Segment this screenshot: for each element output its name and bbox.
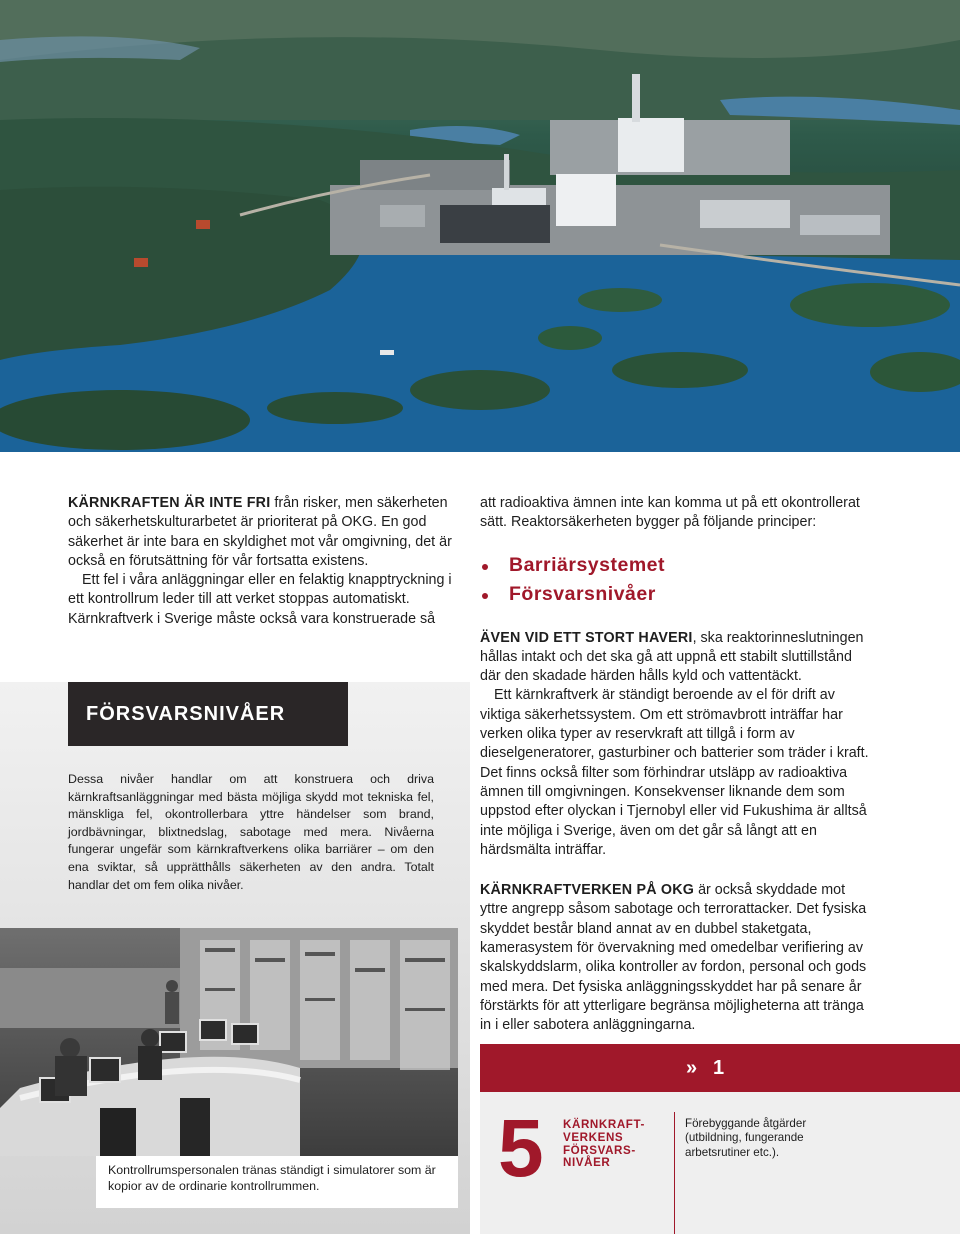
double-chevron-icon: » (686, 1057, 698, 1079)
paragraph-2-lead: ÄVEN VID ETT STORT HAVERI (480, 629, 693, 646)
intro-text (68, 494, 460, 629)
section-text: Dessa nivåer handlar om att konstruera och driva kärnkraftsanläggningar med bästa möjliga skydd mot tekniska fel, mänskliga fel, okontrollerbara yttre händelser som brand, jordbävningar, blixtnedslag, sabotage med mera. Nivåerna fungerar ungefär som kärnkraftverkens olika barriärer – om den ena sviktar, så upprätthålls säkerheten av den andra. Totalt handlar det om fem olika nivåer. (68, 772, 434, 892)
principle-item: Barriärsystemet (480, 551, 872, 580)
panel-label: KÄRNKRAFT-VERKENS FÖRSVARS-NIVÅER (563, 1118, 645, 1170)
defense-levels-panel (480, 1044, 960, 1234)
right-paragraph-4 (480, 881, 872, 1035)
right-column (480, 494, 872, 1036)
aerial-photo-illustration (0, 0, 960, 452)
intro-paragraph-1 (68, 494, 460, 571)
intro-lead: KÄRNKRAFTEN ÄR INTE FRI (68, 495, 271, 511)
panel-divider (674, 1112, 675, 1234)
level-number: 1 (713, 1057, 725, 1079)
aerial-photo (0, 0, 960, 452)
intro-paragraph-2: Ett fel i våra anläggningar eller en felaktig knapptryckning i ett kontrollrum leder till att verket stoppas automatiskt. Kärnkraftverk i Sverige måste också vara konstruerade så (68, 572, 452, 627)
section-heading: FÖRSVARSNIVÅER (68, 682, 348, 746)
levels-count: 5 (498, 1103, 542, 1194)
control-room-photo (0, 928, 458, 1156)
paragraph-4-text: är också skyddade mot yttre angrepp såsom sabotage och terrorattacker. Det fysiska skyddet består bland annat av en dubbel staketgata, kamerasystem för övervakning med omedelbar verifiering av skalskyddslarm, olika kontroller av fordon, personal och gods med mera. Det fysiska anläggningsskyddet har på senare år förstärkts för att ytterligare begränsa möjligheterna att tränga in i eller sabotera anläggningarna. (480, 882, 867, 1034)
level-description: Förebyggande åtgärder (utbildning, fungerande arbetsrutiner etc.). (685, 1117, 807, 1159)
panel-header-bar (480, 1044, 960, 1092)
intro-paragraph-1-text: från risker, men säkerheten och säkerhetskulturarbetet är prioriterat på OKG. En god säkerhet är inte bara en skyldighet mot vår omgivning, det är också en förutsättning för vår fortsatta existens. (68, 495, 452, 569)
principle-item: Försvarsnivåer (480, 580, 872, 609)
principles-list (480, 551, 872, 609)
right-paragraph-2 (480, 629, 872, 687)
control-room-illustration (0, 928, 458, 1156)
paragraph-2-text: , ska reaktorinneslutningen hållas intakt och det ska gå att uppnå ett stabilt sluttillstånd där den skadade härden hålls kyld och vattentäckt. (480, 629, 864, 685)
paragraph-4-lead: KÄRNKRAFTVERKEN PÅ OKG (480, 882, 695, 899)
right-paragraph-1: att radioaktiva ämnen inte kan komma ut på ett okontrollerat sätt. Reaktorsäkerheten bygger på följande principer: (480, 495, 860, 531)
right-paragraph-3: Ett kärnkraftverk är ständigt beroende av el för drift av viktiga säkerhetssystem. Om ett strömavbrott inträffar har verken olika typer av reservkraft att tillgå i form av dieselgeneratorer, gasturbiner och batterier som träder i kraft. Det finns också filter som förhindrar utsläpp av radioaktiva ämnen till omgivningen. Konsekvenser liknande dem som uppstod efter olyckan i Tjernobyl eller vid Fukushima är alltså inte möjliga i Sverige, även om det går så långt att en härdsmälta inträffar. (480, 687, 869, 858)
photo-caption: Kontrollrumspersonalen tränas ständigt i simulatorer som är kopior av de ordinarie kontrollrummen. (96, 1156, 458, 1208)
